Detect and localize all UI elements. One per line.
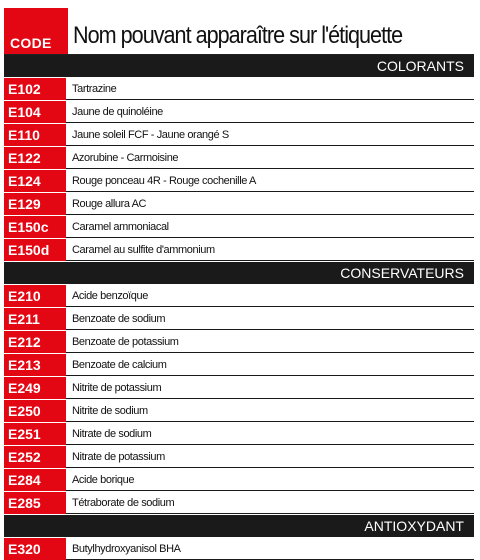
table-row <box>4 170 474 192</box>
additive-name: Nitrate de potassium <box>66 446 474 468</box>
additive-name: Benzoate de potassium <box>66 331 474 353</box>
category-label: CONSERVATEURS <box>340 265 464 281</box>
additive-code: E212 <box>4 331 66 353</box>
table-row <box>4 492 474 514</box>
additive-name: Jaune soleil FCF - Jaune orangé S <box>66 124 474 146</box>
table-row <box>4 446 474 468</box>
table-row <box>4 193 474 215</box>
code-header-label: CODE <box>10 35 52 51</box>
additive-code: E252 <box>4 446 66 468</box>
additive-name: Nitrite de sodium <box>66 400 474 422</box>
additive-name: Nitrate de sodium <box>66 423 474 445</box>
table-row <box>4 469 474 491</box>
additive-name: Caramel ammoniacal <box>66 216 474 238</box>
additive-name: Butylhydroxyanisol BHA <box>66 538 474 560</box>
additive-code: E284 <box>4 469 66 491</box>
additive-code: E102 <box>4 78 66 100</box>
additive-code: E210 <box>4 285 66 307</box>
additive-code: E110 <box>4 124 66 146</box>
table-row <box>4 285 474 307</box>
table-row <box>4 147 474 169</box>
additive-code: E211 <box>4 308 66 330</box>
category-label: ANTIOXYDANT <box>364 518 464 534</box>
additive-name: Caramel au sulfite d'ammonium <box>66 239 474 261</box>
additive-name: Acide benzoïque <box>66 285 474 307</box>
additive-name: Nitrite de potassium <box>66 377 474 399</box>
additive-name: Acide borique <box>66 469 474 491</box>
table-row <box>4 538 474 560</box>
additive-name: Rouge allura AC <box>66 193 474 215</box>
category-band <box>4 55 474 77</box>
additive-name: Tartrazine <box>66 78 474 100</box>
table-row <box>4 423 474 445</box>
table-row <box>4 101 474 123</box>
table-row <box>4 354 474 376</box>
table-row <box>4 216 474 238</box>
additive-code: E320 <box>4 538 66 560</box>
table-row <box>4 308 474 330</box>
table-header <box>0 0 480 55</box>
additive-name: Tétraborate de sodium <box>66 492 474 514</box>
table-row <box>4 124 474 146</box>
additive-code: E285 <box>4 492 66 514</box>
additive-code: E213 <box>4 354 66 376</box>
category-label: COLORANTS <box>376 58 464 74</box>
table-row <box>4 331 474 353</box>
category-band <box>4 515 474 537</box>
table-body <box>0 55 480 560</box>
category-band <box>4 262 474 284</box>
additive-code: E150c <box>4 216 66 238</box>
table-row <box>4 239 474 261</box>
name-column-header: Nom pouvant apparaître sur l'étiquette <box>73 22 403 49</box>
additive-name: Rouge ponceau 4R - Rouge cochenille A <box>66 170 474 192</box>
additive-code: E129 <box>4 193 66 215</box>
additive-code: E104 <box>4 101 66 123</box>
additive-name: Azorubine - Carmoisine <box>66 147 474 169</box>
table-row <box>4 78 474 100</box>
additive-code: E150d <box>4 239 66 261</box>
table-row <box>4 377 474 399</box>
table-row <box>4 400 474 422</box>
additive-code: E249 <box>4 377 66 399</box>
additive-code: E251 <box>4 423 66 445</box>
additive-name: Jaune de quinoléine <box>66 101 474 123</box>
additive-code: E250 <box>4 400 66 422</box>
additive-code: E124 <box>4 170 66 192</box>
additive-name: Benzoate de sodium <box>66 308 474 330</box>
additive-name: Benzoate de calcium <box>66 354 474 376</box>
code-column-header <box>4 8 68 55</box>
additive-code: E122 <box>4 147 66 169</box>
